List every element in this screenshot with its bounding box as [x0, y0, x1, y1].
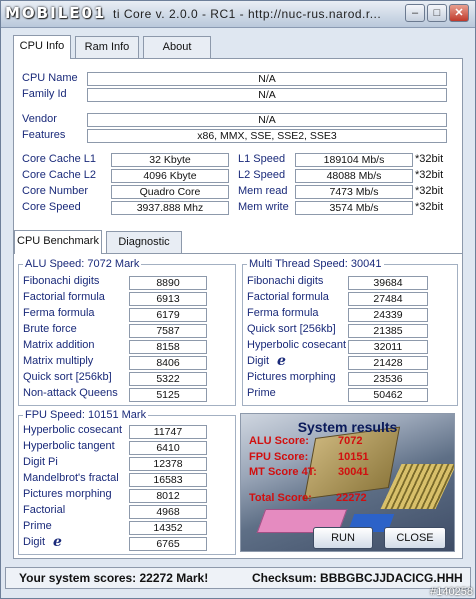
title-bar: [1, 1, 475, 28]
mt-row-value: 27484: [348, 292, 428, 306]
alu-row-value: 8406: [129, 356, 207, 370]
l2-speed-field: 48088 Mb/s: [295, 169, 413, 183]
maximize-button[interactable]: □: [427, 4, 447, 22]
tab-about[interactable]: About: [143, 36, 211, 58]
fpu-row-label: Mandelbrot's fractal: [23, 472, 119, 484]
core-cache-l1-label: Core Cache L1: [22, 153, 96, 165]
system-results-title: System results: [297, 419, 398, 435]
mem-write-field: 3574 Mb/s: [295, 201, 413, 215]
fpu-row-value: 4968: [129, 505, 207, 519]
alu-row-value: 5125: [129, 388, 207, 402]
euler-e-symbol: e: [277, 353, 286, 369]
core-cache-l1-field: 32 Kbyte: [111, 153, 229, 167]
fpu-row-label: Prime: [23, 520, 52, 532]
alu-group: [18, 258, 236, 406]
mt-row-label: Ferma formula: [247, 307, 319, 319]
mt-row-value: 24339: [348, 308, 428, 322]
vendor-field: N/A: [87, 113, 447, 127]
fpu-row-label: Hyperbolic cosecant: [23, 424, 123, 436]
fpu-row-label: Digit: [23, 536, 46, 548]
alu-row-label: Non-attack Queens: [23, 387, 118, 399]
mt-speed-title: Multi Thread Speed: 30041: [249, 258, 382, 270]
core-speed-field: 3937.888 Mhz: [111, 201, 229, 215]
tab-diagnostic[interactable]: Diagnostic: [106, 231, 182, 253]
bench-tab-strip: [14, 231, 214, 253]
mobile01-logo: MOBILE01: [5, 4, 107, 22]
tab-ram-info[interactable]: Ram Info: [75, 36, 139, 58]
alu-row-value: 6913: [129, 292, 207, 306]
mt-row-label: Digit: [247, 355, 270, 367]
mem-write-unit: *32bit: [415, 201, 444, 213]
window-title: ti Core v. 2.0.0 - RC1 - http://nuc-rus.narod.r...: [113, 7, 382, 21]
mt-row-label: Prime: [247, 387, 276, 399]
close-button[interactable]: CLOSE: [384, 527, 446, 549]
l2-unit: *32bit: [415, 169, 444, 181]
fpu-row-value: 14352: [129, 521, 207, 535]
tab-cpu-benchmark[interactable]: CPU Benchmark: [14, 230, 102, 254]
fpu-row-label: Pictures morphing: [23, 488, 112, 500]
fpu-row-value: 16583: [129, 473, 207, 487]
mt-row-value: 39684: [348, 276, 428, 290]
mt-row-label: Pictures morphing: [247, 371, 336, 383]
alu-row-value: 6179: [129, 308, 207, 322]
fpu-row-label: Hyperbolic tangent: [23, 440, 115, 452]
mt-row-label: Factorial formula: [247, 291, 329, 303]
fpu-row-value: 12378: [129, 457, 207, 471]
mt-row-label: Fibonachi digits: [247, 275, 324, 287]
mt-row-label: Quick sort [256kb]: [247, 323, 336, 335]
alu-row-value: 5322: [129, 372, 207, 386]
fpu-row-value: 6765: [129, 537, 207, 551]
core-speed-label: Core Speed: [22, 201, 81, 213]
euler-e-symbol: e: [53, 534, 62, 550]
alu-row-label: Factorial formula: [23, 291, 105, 303]
fpu-score-value: 10151: [338, 451, 369, 463]
fpu-group: [18, 409, 236, 555]
alu-row-label: Brute force: [23, 323, 77, 335]
alu-score-label: ALU Score:: [249, 435, 309, 447]
core-cache-l2-label: Core Cache L2: [22, 169, 96, 181]
fpu-row-value: 6410: [129, 441, 207, 455]
family-id-field: N/A: [87, 88, 447, 102]
close-window-button[interactable]: ✕: [449, 4, 469, 22]
features-field: x86, MMX, SSE, SSE2, SSE3: [87, 129, 447, 143]
core-number-field: Quadro Core: [111, 185, 229, 199]
mt-row-value: 32011: [348, 340, 428, 354]
mem-read-label: Mem read: [238, 185, 288, 197]
mt-score-label: MT Score 4T:: [249, 466, 317, 478]
minimize-button[interactable]: –: [405, 4, 425, 22]
alu-row-value: 8890: [129, 276, 207, 290]
system-score-text: Your system scores: 22272 Mark!: [19, 571, 209, 585]
l1-speed-field: 189104 Mb/s: [295, 153, 413, 167]
mt-row-value: 50462: [348, 388, 428, 402]
mt-row-value: 21385: [348, 324, 428, 338]
system-results-panel: [240, 413, 455, 552]
fpu-row-value: 11747: [129, 425, 207, 439]
fpu-speed-title: FPU Speed: 10151 Mark: [25, 409, 147, 421]
fpu-score-label: FPU Score:: [249, 451, 309, 463]
alu-row-value: 8158: [129, 340, 207, 354]
mt-row-value: 21428: [348, 356, 428, 370]
top-tab-strip: [13, 36, 263, 58]
fpu-row-value: 8012: [129, 489, 207, 503]
features-label: Features: [22, 129, 66, 141]
mem-read-unit: *32bit: [415, 185, 444, 197]
family-id-label: Family Id: [22, 88, 67, 100]
alu-row-label: Quick sort [256kb]: [23, 371, 112, 383]
run-button[interactable]: RUN: [313, 527, 373, 549]
tab-cpu-info[interactable]: CPU Info: [13, 35, 71, 59]
mem-write-label: Mem write: [238, 201, 289, 213]
mt-row-label: Hyperbolic cosecant: [247, 339, 347, 351]
alu-row-label: Ferma formula: [23, 307, 95, 319]
watermark-id: #140258: [430, 586, 473, 598]
core-cache-l2-field: 4096 Kbyte: [111, 169, 229, 183]
alu-score-value: 7072: [338, 435, 363, 447]
core-number-label: Core Number: [22, 185, 89, 197]
alu-row-label: Fibonachi digits: [23, 275, 100, 287]
alu-row-label: Matrix multiply: [23, 355, 94, 367]
alu-row-label: Matrix addition: [23, 339, 95, 351]
mt-row-value: 23536: [348, 372, 428, 386]
total-score-label: Total Score:: [249, 492, 312, 504]
cpu-name-label: CPU Name: [22, 72, 78, 84]
mem-read-field: 7473 Mb/s: [295, 185, 413, 199]
mt-group: [242, 258, 458, 406]
status-bar: [5, 567, 471, 589]
fpu-row-label: Digit Pi: [23, 456, 58, 468]
total-score-value: 22272: [336, 492, 367, 504]
fpu-row-label: Factorial: [23, 504, 66, 516]
cpu-name-field: N/A: [87, 72, 447, 86]
checksum-text: Checksum: BBBGBCJJDACICG.HHH: [252, 571, 463, 585]
mt-score-value: 30041: [338, 466, 369, 478]
alu-row-value: 7587: [129, 324, 207, 338]
l2-speed-label: L2 Speed: [238, 169, 286, 181]
l1-speed-label: L1 Speed: [238, 153, 286, 165]
l1-unit: *32bit: [415, 153, 444, 165]
alu-speed-title: ALU Speed: 7072 Mark: [25, 258, 140, 270]
vendor-label: Vendor: [22, 113, 57, 125]
